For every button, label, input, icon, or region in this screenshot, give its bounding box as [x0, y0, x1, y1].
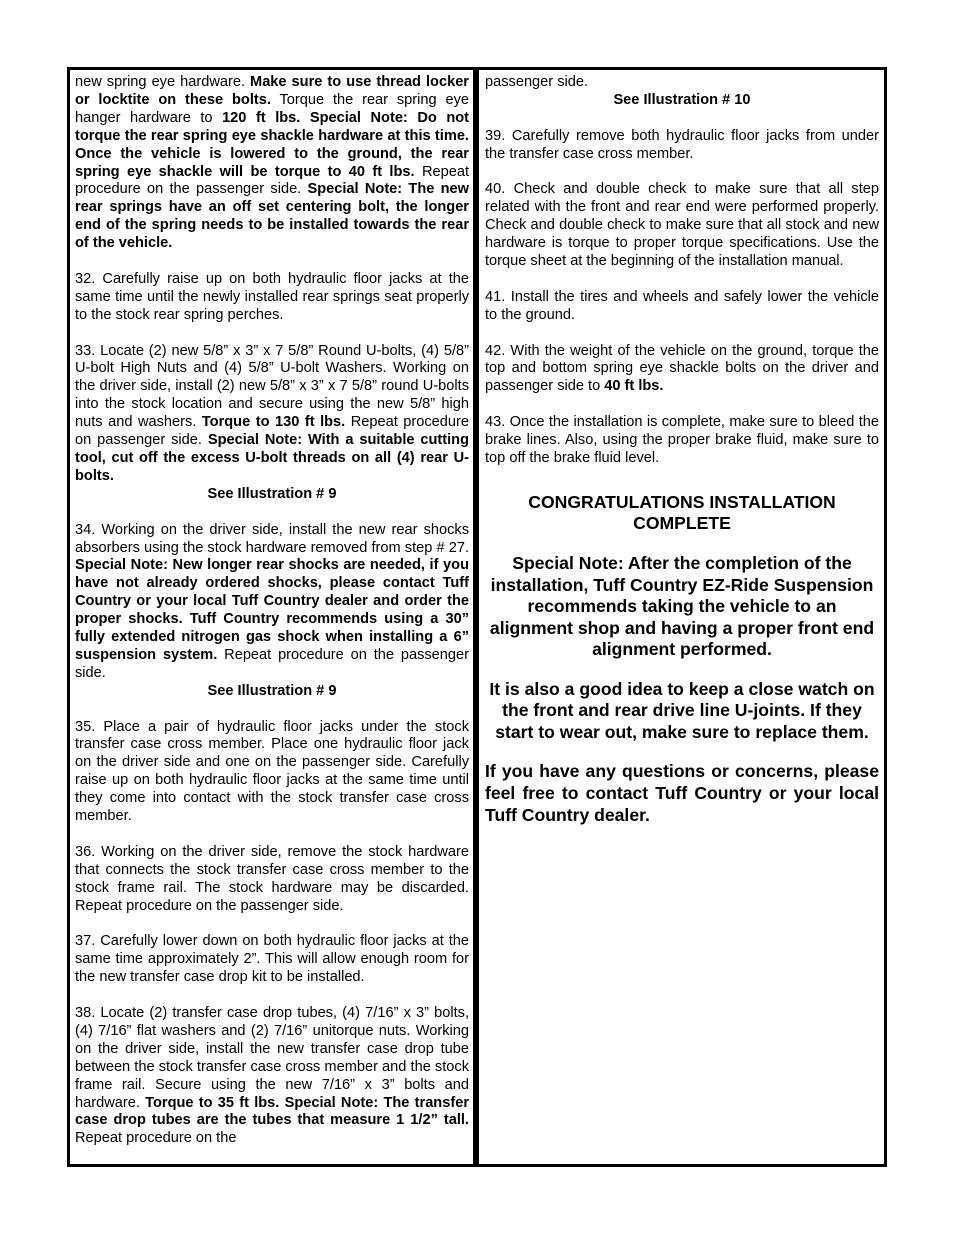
text: Torque the rear spring eye hanger hardware to	[75, 91, 469, 126]
right-column	[485, 74, 879, 844]
bold-text: 40 ft lbs.	[604, 378, 664, 395]
step-32: 32. Carefully raise up on both hydraulic floor jacks at the same time until the newly installed rear springs seat properly to the stock rear spring perches.	[75, 270, 469, 323]
contact-note: If you have any questions or concerns, please feel free to contact Tuff Country or your local Tuff Country dealer.	[485, 761, 879, 825]
bold-text: Torque to 35 ft lbs. Special Note: The transfer case drop tubes are the tubes that measure 1 1/2” tall.	[75, 1094, 469, 1129]
bold-text: Special Note: New longer rear shocks are needed, if you have not already ordered shocks, please contact Tuff Country or your local Tuff Country dealer and order the proper shocks. Tuff Country recommends using a 30” fully extended nitrogen gas shock when installing a 6” suspension system.	[75, 557, 469, 663]
bold-text: Make sure to use thread locker or locktite on these bolts.	[75, 74, 469, 108]
text: new spring eye hardware.	[75, 74, 251, 90]
illustration-reference: See Illustration # 9	[207, 485, 337, 502]
u-joint-note: It is also a good idea to keep a close watch on the front and rear drive line U-joints. If they start to wear out, make sure to replace them.	[489, 678, 875, 742]
step-43: 43. Once the installation is complete, make sure to bleed the brake lines. Also, using the proper brake fluid, make sure to top off the brake fluid level.	[485, 414, 879, 466]
left-column	[75, 74, 469, 1148]
step-34	[75, 522, 469, 701]
text: passenger side.	[485, 74, 589, 90]
illustration-reference: See Illustration # 10	[613, 91, 751, 108]
step-42	[485, 343, 879, 397]
step-40: 40. Check and double check to make sure that all step related with the front and rear end were performed properly. Check and double check to make sure that all stock and new hardware is torque to proper torque specifications. Use the torque sheet at the beginning of the installation manual.	[485, 181, 879, 270]
step-39: 39. Carefully remove both hydraulic floor jacks from under the transfer case cross member.	[485, 127, 879, 162]
text: Repeat procedure on passenger side.	[75, 414, 469, 449]
column-divider	[473, 67, 479, 1167]
step-41: 41. Install the tires and wheels and safely lower the vehicle to the ground.	[485, 288, 879, 323]
text: 38. Locate (2) transfer case drop tubes, (4) 7/16” x 3” bolts, (4) 7/16” flat washers and (2) 7/16” unitorque nuts. Working on the driver side, install the new transfer case drop tube between the stock transfer case cross member and the stock frame rail. Secure using the new 7/16” x 3” bolts and hardware.	[75, 1005, 469, 1111]
text: 34. Working on the driver side, install the new rear shocks absorbers using the stock hardware removed from step # 27.	[75, 521, 469, 556]
step-38	[75, 1005, 469, 1148]
congratulations-heading: CONGRATULATIONS INSTALLATION COMPLETE	[528, 491, 836, 534]
step-36: 36. Working on the driver side, remove the stock hardware that connects the stock transfer case cross member to the stock frame rail. The stock hardware may be discarded. Repeat procedure on the passenger side.	[75, 843, 469, 914]
text: 42. With the weight of the vehicle on the ground, torque the top and bottom spring eye shackle bolts on the driver and passenger side to	[485, 342, 879, 395]
step-37: 37. Carefully lower down on both hydraulic floor jacks at the same time approximately 2”. This will allow enough room for the new transfer case drop kit to be installed.	[75, 933, 469, 986]
text: Repeat procedure on the	[75, 1130, 237, 1147]
bold-text: Special Note: With a suitable cutting tool, cut off the excess U-bolt threads on all (4) rear U-bolts.	[75, 432, 469, 484]
text: 33. Locate (2) new 5/8” x 3” x 7 5/8” Round U-bolts, (4) 5/8” U-bolt High Nuts and (4) 5/8” U-bolt Washers. Working on the driver side, install (2) new 5/8” x 3” x 7 5/8” round U-bolts into the stock location and secure using the new 5/8” high nuts and washers.	[75, 342, 469, 431]
bold-text: 120 ft lbs. Special Note: Do not torque the rear spring eye shackle hardware at this time. Once the vehicle is lowered to the ground, the rear spring eye shackle will be torque to 40 ft lbs.	[75, 109, 470, 180]
step-33	[75, 343, 469, 504]
step-35: 35. Place a pair of hydraulic floor jacks under the stock transfer case cross member. Place one hydraulic floor jack on the driver side and one on the passenger side. Carefully raise up on both hydraulic floor jacks at the same time until they come into contact with the stock transfer case cross member.	[75, 718, 469, 825]
bold-text: Special Note: The new rear springs have an off set centering bolt, the longer end of the spring needs to be installed towards the rear of the vehicle.	[75, 181, 469, 252]
bold-text: Torque to 130 ft lbs.	[201, 414, 346, 431]
text: Repeat procedure on the passenger side.	[75, 163, 469, 198]
step-31-continued	[75, 74, 469, 253]
alignment-note: Special Note: After the completion of the installation, Tuff Country EZ-Ride Suspension recommends taking the vehicle to an alignment shop and having a proper front end alignment performed.	[489, 552, 875, 660]
illustration-reference: See Illustration # 9	[207, 682, 337, 699]
text: Repeat procedure on the passenger side.	[75, 646, 470, 681]
step-38-continued	[485, 74, 879, 110]
